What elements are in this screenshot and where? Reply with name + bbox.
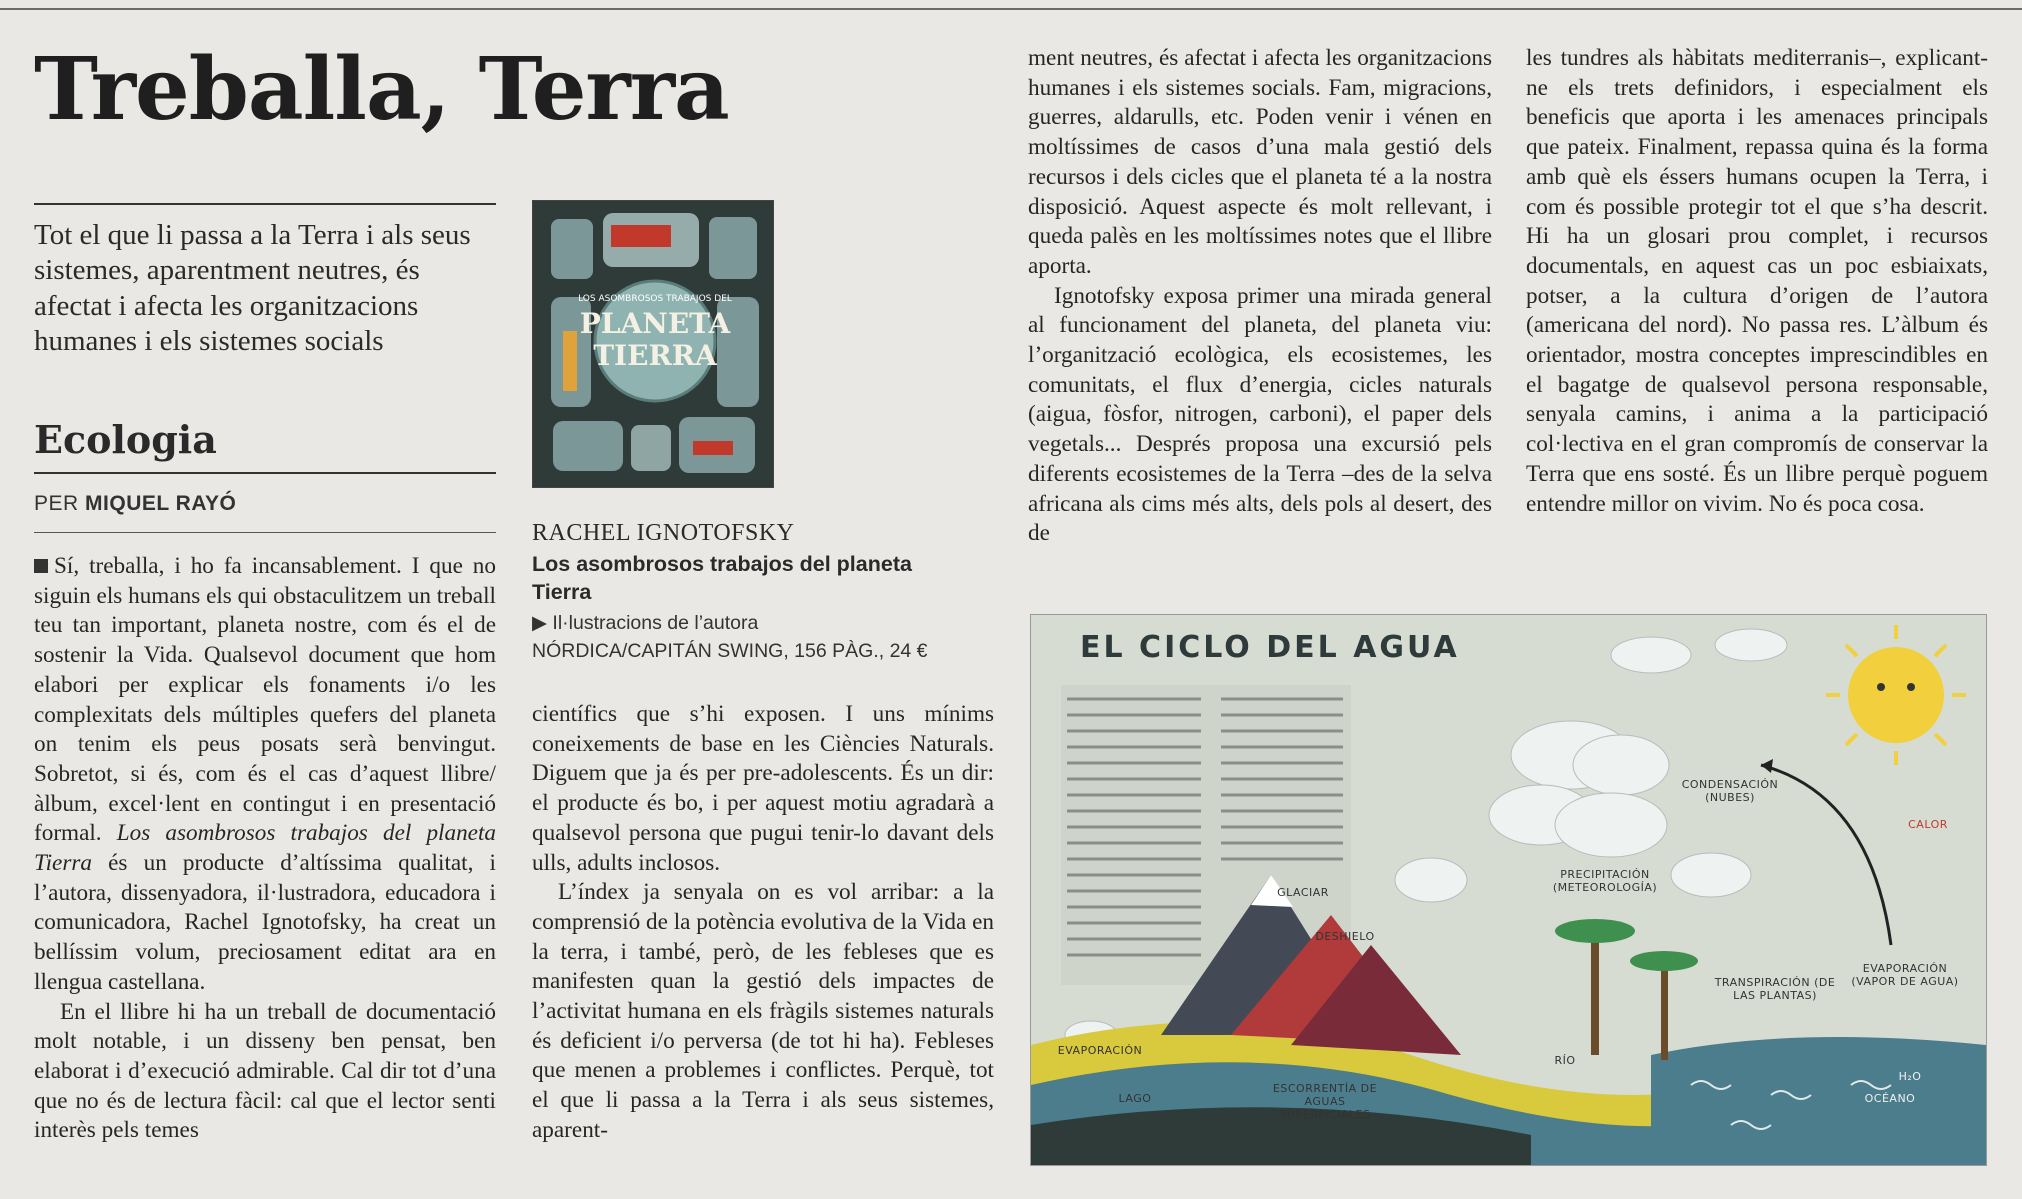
lead-top-rule <box>34 203 496 205</box>
paragraph <box>34 552 496 998</box>
headline: Treballa, Terra <box>34 39 729 140</box>
section-label: Ecologia <box>34 417 217 462</box>
book-cover-art <box>533 201 773 487</box>
paragraph <box>34 998 496 1147</box>
paragraph: ment neutres, és afectat i afecta les organitzacions humanes i els sistemes socials. Fam, migracions, guerres, aldarulls, etc. Poden venir i vénen en moltíssimes de casos d’una mala gestió dels recursos i dels cicles que el planeta té a la nostra disposició. Aquest aspecte és molt rellevant, i queda palès en les moltíssimes notes que el llibre aporta. <box>1028 45 1492 279</box>
play-triangle-icon: ▶ <box>532 612 553 634</box>
paragraph-text: és un producte d’altíssima qualitat, i l’autora, dissenyadora, il·lustradora, educadora i comunicadora, Rachel Ignotofsky, ha creat un bellíssim volum, preciosament editat ara en llengua castellana. <box>34 850 496 995</box>
label-rio: RÍO <box>1554 1054 1576 1067</box>
label-evaporacion-left: EVAPORACIÓN <box>1057 1044 1143 1057</box>
label-condensacion: CONDENSACIÓN (NUBES) <box>1681 778 1779 804</box>
label-transpiracion: TRANSPIRACIÓN (DE LAS PLANTAS) <box>1714 976 1836 1002</box>
book-author: RACHEL IGNOTOFSKY <box>532 520 795 546</box>
cover-main-text-1: PLANETA <box>579 307 731 340</box>
paragraph: L’índex ja senyala on es vol arribar: a la comprensió de la potència evolutiva de la Vida en la terra, i també, però, de les febleses que es manifesten quan la gestió dels impactes de l’activitat humana en els fràgils sistemes naturals és deficient i/o perversa (de tot hi ha). Febleses que menen a problemes i conflictes. Perquè, tot el que li passa a la Terra i als seus sistemes, aparent- <box>532 879 994 1143</box>
label-h2o: H₂O <box>1898 1070 1922 1083</box>
section-rule <box>34 472 496 474</box>
illustration-title: EL CICLO DEL AGUA <box>1080 630 1460 665</box>
byline-prefix: PER <box>34 492 79 515</box>
column-2 <box>532 700 994 1146</box>
byline-rule <box>34 532 496 533</box>
book-title-italic: Los asombrosos trabajos del planeta Tierra <box>34 820 496 877</box>
top-rule <box>0 8 2022 10</box>
water-cycle-illustration <box>1030 614 1987 1166</box>
label-escorrentia: ESCORRENTÍA DE AGUAS SUPERFICIALES <box>1272 1082 1378 1121</box>
book-illustrations-text: Il·lustracions de l’autora <box>552 612 759 634</box>
byline <box>34 492 236 516</box>
column-3 <box>1028 44 1492 549</box>
label-oceano: OCÉANO <box>1864 1092 1916 1105</box>
lead-text: Tot el que li passa a la Terra i als seus sistemes, aparentment neutres, és afectat i afecta les organitzacions humanes i els sistemes socials <box>34 219 471 358</box>
cover-main-text-2: TIERRA <box>593 339 717 372</box>
paragraph: científics que s’hi exposen. I uns mínims coneixements de base en les Ciències Naturals. Diguem que ja és per pre-adolescents. És un dir: el producte és bo, i per aquest motiu agradarà a qualsevol persona que pugui tenir-lo davant dels ulls, adults inclosos. <box>532 701 994 876</box>
paragraph: les tundres als hàbitats mediterranis–, explicant-ne els trets definidors, i especialment els beneficis que aporta i les amenaces principals que pateix. Finalment, repassa quina és la forma amb què els éssers humans ocupen la Terra, i com és possible protegir tot el que s’ha descrit. Hi ha un glosari prou complet, i recursos documentals, en aquest cas un poc esbiaixats, potser, a la cultura d’origen de l’autora (americana del nord). No passa res. L’àlbum és orientador, mostra conceptes imprescindibles en el bagatge de qualsevol persona responsable, senyala camins, i anima a la participació col·lectiva en el gran compromís de conservar la Terra que ens sosté. És un llibre perquè poguem entendre millor on vivim. No és poca cosa. <box>1526 45 1988 517</box>
water-cycle-art <box>1031 615 1986 1165</box>
book-publisher: NÓRDICA/CAPITÁN SWING, 156 PÀG., 24 € <box>532 640 928 662</box>
book-cover <box>532 200 774 488</box>
book-illustrations <box>532 611 758 635</box>
label-evaporacion-right: EVAPORACIÓN (VAPOR DE AGUA) <box>1851 962 1959 988</box>
paragraph-text: Sí, treballa, i ho fa incansablement. I que no siguin els humans els qui obstaculitzem un treball teu tan important, planeta nostre, com és el de sostenir la Vida. Qualsevol document que hom elabori per explicar els fonaments i/o les complexitats dels múltiples quefers del planeta on tenim els peus posats serà benvingut. Sobretot, si és, com és el cas d’aquest llibre/àlbum, excel·lent en contingut i en presentació formal. <box>34 553 496 847</box>
cover-top-text: LOS ASOMBROSOS TRABAJOS DEL <box>578 294 732 304</box>
label-deshielo: DESHIELO <box>1315 930 1375 943</box>
book-title: Los asombrosos trabajos del planeta Tierra <box>532 552 912 604</box>
label-lago: LAGO <box>1118 1092 1152 1105</box>
lead-square-icon <box>34 559 48 573</box>
label-calor: CALOR <box>1908 818 1948 831</box>
label-glaciar: GLACIAR <box>1277 886 1329 899</box>
paragraph: Ignotofsky exposa primer una mirada general al funcionament del planeta, del planeta viu: l’organització ecològica, els ecosistemes, les comunitats, el flux d’energia, cicles naturals (aigua, fòsfor, nitrogen, carboni), el paper dels vegetals... Després proposa una excursió pels diferents ecosistemes de la Terra –des de la selva africana als cims més alts, dels pols al desert, des de <box>1028 282 1492 547</box>
column-1 <box>34 552 496 1146</box>
column-4 <box>1526 44 1988 519</box>
label-precipitacion: PRECIPITACIÓN (METEOROLOGÍA) <box>1552 868 1658 894</box>
paragraph-text: En el llibre hi ha un treball de documentació molt notable, i un disseny ben pensat, ben elaborat i d’execució admirable. Cal dir tot d’una que no és de lectura fàcil: cal que el lector senti interès pels temes <box>34 998 496 1144</box>
byline-author: MIQUEL RAYÓ <box>85 492 237 515</box>
